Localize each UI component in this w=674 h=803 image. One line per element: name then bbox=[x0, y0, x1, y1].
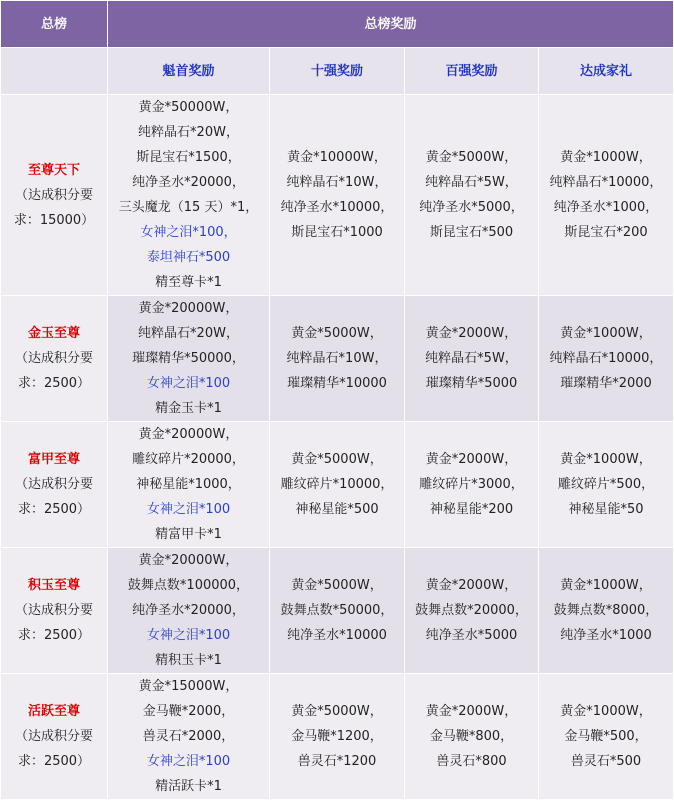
reward-line: 黄金*2000W， bbox=[425, 704, 518, 719]
reward-line: 纯净圣水*10000 bbox=[287, 628, 387, 643]
reward-line: 纯粹晶石*10000， bbox=[549, 351, 663, 366]
reward-line: 黄金*1000W， bbox=[560, 452, 652, 467]
subheader-blank-cell bbox=[1, 48, 108, 95]
reward-line-highlight: 女神之泪*100， bbox=[140, 225, 237, 240]
reward-line: 雕纹碎片*20000， bbox=[132, 452, 245, 467]
reward-line: 神秘星能*50 bbox=[568, 502, 644, 517]
reward-line: 纯净圣水*1000 bbox=[560, 628, 652, 643]
reward-cell-top10 bbox=[270, 422, 405, 548]
reward-line-highlight: 女神之泪*100 bbox=[146, 376, 231, 391]
rank-title: 活跃至尊 bbox=[27, 704, 80, 719]
reward-line: 黄金*10000W， bbox=[287, 150, 387, 165]
rank-cell bbox=[1, 674, 108, 800]
reward-line: 精金玉卡*1 bbox=[155, 401, 222, 416]
reward-line: 黄金*1000W， bbox=[560, 326, 652, 341]
rank-title: 金玉至尊 bbox=[27, 326, 80, 341]
reward-cell-top10 bbox=[270, 548, 405, 674]
reward-line: 金马鞭*2000， bbox=[142, 704, 235, 719]
rank-requirement: （达成积分要 bbox=[14, 187, 93, 203]
reward-line: 纯净圣水*1000， bbox=[553, 200, 659, 215]
reward-cell-top10 bbox=[270, 95, 405, 296]
reward-line: 神秘星能*1000， bbox=[136, 477, 241, 492]
reward-cell-champion bbox=[108, 422, 270, 548]
reward-line: 黄金*15000W， bbox=[138, 679, 239, 694]
reward-line: 纯净圣水*5000 bbox=[425, 628, 518, 643]
reward-line: 精富甲卡*1 bbox=[155, 527, 222, 542]
reward-line: 纯粹晶石*5W， bbox=[425, 175, 518, 190]
table-row bbox=[1, 674, 674, 800]
rank-requirement: （达成积分要 bbox=[14, 477, 93, 492]
rank-title: 积玉至尊 bbox=[27, 578, 80, 593]
subheader-champion-reward: 魁首奖励 bbox=[108, 48, 270, 95]
rank-requirement: 求：15000） bbox=[13, 212, 95, 228]
reward-line: 鼓舞点数*8000， bbox=[553, 603, 659, 618]
rank-title: 富甲至尊 bbox=[27, 452, 80, 467]
reward-line: 兽灵石*1200 bbox=[297, 754, 377, 769]
reward-cell-top100 bbox=[405, 95, 539, 296]
rank-title: 至尊天下 bbox=[27, 162, 80, 178]
reward-cell-top100 bbox=[405, 422, 539, 548]
reward-cell-champion bbox=[108, 296, 270, 422]
reward-line: 璀璨精华*10000 bbox=[287, 376, 387, 391]
table-row bbox=[1, 296, 674, 422]
table-row bbox=[1, 422, 674, 548]
rank-requirement: 求：2500） bbox=[17, 502, 91, 517]
reward-line: 纯净圣水*10000， bbox=[280, 200, 394, 215]
reward-line: 斯昆宝石*200 bbox=[564, 225, 648, 240]
reward-line: 黄金*20000W， bbox=[138, 553, 239, 568]
reward-cell-top10 bbox=[270, 296, 405, 422]
reward-cell-top100 bbox=[405, 296, 539, 422]
rank-requirement: （达成积分要 bbox=[14, 729, 93, 744]
reward-line: 璀璨精华*5000 bbox=[425, 376, 518, 391]
reward-line: 神秘星能*500 bbox=[295, 502, 379, 517]
reward-line: 黄金*2000W， bbox=[425, 326, 518, 341]
header-total-rewards: 总榜奖励 bbox=[108, 1, 674, 48]
reward-line-highlight: 泰坦神石*500 bbox=[146, 250, 231, 265]
reward-line: 纯粹晶石*10W， bbox=[286, 351, 388, 366]
reward-line: 黄金*5000W， bbox=[425, 150, 518, 165]
reward-line: 黄金*5000W， bbox=[291, 326, 383, 341]
header-total-rank: 总榜 bbox=[1, 1, 108, 48]
subheader-top100-reward: 百强奖励 bbox=[405, 48, 539, 95]
reward-line: 兽灵石*2000， bbox=[142, 729, 235, 744]
reward-line: 金马鞭*1200， bbox=[291, 729, 383, 744]
reward-line: 兽灵石*500 bbox=[570, 754, 642, 769]
rank-requirement: 求：2500） bbox=[17, 376, 91, 391]
reward-cell-champion bbox=[108, 674, 270, 800]
reward-line: 斯昆宝石*500 bbox=[429, 225, 514, 240]
reward-line: 黄金*1000W， bbox=[560, 150, 652, 165]
reward-line: 精至尊卡*1 bbox=[155, 275, 222, 290]
reward-line: 鼓舞点数*100000， bbox=[127, 578, 250, 593]
rank-cell bbox=[1, 95, 108, 296]
header-row bbox=[1, 1, 674, 48]
table-row bbox=[1, 95, 674, 296]
reward-line: 纯粹晶石*10W， bbox=[286, 175, 388, 190]
reward-cell-achievement bbox=[539, 422, 674, 548]
reward-line-highlight: 女神之泪*100 bbox=[146, 754, 231, 769]
subheader-row bbox=[1, 48, 674, 95]
reward-cell-achievement bbox=[539, 674, 674, 800]
rank-requirement: （达成积分要 bbox=[14, 351, 93, 366]
reward-line: 雕纹碎片*500， bbox=[557, 477, 655, 492]
reward-line: 纯净圣水*5000， bbox=[419, 200, 524, 215]
reward-line-highlight: 女神之泪*100 bbox=[146, 628, 231, 643]
reward-line: 纯粹晶石*20W， bbox=[138, 125, 239, 140]
rank-requirement: （达成积分要 bbox=[14, 603, 93, 618]
reward-line: 黄金*20000W， bbox=[138, 427, 239, 442]
reward-line: 黄金*1000W， bbox=[560, 578, 652, 593]
reward-line-highlight: 女神之泪*100 bbox=[146, 502, 231, 517]
reward-line: 雕纹碎片*3000， bbox=[419, 477, 524, 492]
reward-line: 黄金*1000W， bbox=[560, 704, 652, 719]
table-row bbox=[1, 548, 674, 674]
rank-cell bbox=[1, 548, 108, 674]
reward-line: 斯昆宝石*1000 bbox=[291, 225, 383, 240]
reward-line: 璀璨精华*50000， bbox=[132, 351, 245, 366]
reward-line: 金马鞭*800， bbox=[429, 729, 514, 744]
reward-line: 神秘星能*200 bbox=[429, 502, 514, 517]
reward-cell-top10 bbox=[270, 674, 405, 800]
reward-cell-champion bbox=[108, 95, 270, 296]
subheader-top10-reward: 十强奖励 bbox=[270, 48, 405, 95]
reward-line: 精积玉卡*1 bbox=[155, 653, 222, 668]
subheader-achievement-gift: 达成家礼 bbox=[539, 48, 674, 95]
reward-line: 纯粹晶石*5W， bbox=[425, 351, 518, 366]
rank-requirement: 求：2500） bbox=[17, 754, 91, 769]
rank-requirement: 求：2500） bbox=[17, 628, 91, 643]
reward-line: 精活跃卡*1 bbox=[155, 779, 222, 794]
reward-cell-top100 bbox=[405, 674, 539, 800]
reward-line: 纯净圣水*20000， bbox=[132, 603, 245, 618]
reward-line: 雕纹碎片*10000， bbox=[280, 477, 394, 492]
reward-line: 鼓舞点数*20000， bbox=[415, 603, 528, 618]
reward-line: 纯粹晶石*20W， bbox=[138, 326, 239, 341]
reward-line: 璀璨精华*2000 bbox=[560, 376, 652, 391]
reward-cell-achievement bbox=[539, 95, 674, 296]
reward-line: 斯昆宝石*1500， bbox=[136, 150, 241, 165]
reward-line: 黄金*5000W， bbox=[291, 578, 383, 593]
reward-line: 纯粹晶石*10000， bbox=[549, 175, 663, 190]
reward-line: 黄金*50000W， bbox=[138, 100, 239, 115]
reward-line: 黄金*20000W， bbox=[138, 301, 239, 316]
reward-cell-champion bbox=[108, 548, 270, 674]
reward-line: 纯净圣水*20000， bbox=[132, 175, 245, 190]
reward-cell-achievement bbox=[539, 548, 674, 674]
reward-line: 黄金*2000W， bbox=[425, 452, 518, 467]
rank-cell bbox=[1, 422, 108, 548]
reward-line: 黄金*5000W， bbox=[291, 452, 383, 467]
reward-line: 黄金*5000W， bbox=[291, 704, 383, 719]
reward-line: 黄金*2000W， bbox=[425, 578, 518, 593]
reward-line: 三头魔龙（15 天）*1， bbox=[118, 200, 259, 215]
reward-cell-top100 bbox=[405, 548, 539, 674]
rank-cell bbox=[1, 296, 108, 422]
reward-cell-achievement bbox=[539, 296, 674, 422]
reward-line: 兽灵石*800 bbox=[436, 754, 507, 769]
reward-line: 鼓舞点数*50000， bbox=[280, 603, 394, 618]
reward-line: 金马鞭*500， bbox=[564, 729, 648, 744]
